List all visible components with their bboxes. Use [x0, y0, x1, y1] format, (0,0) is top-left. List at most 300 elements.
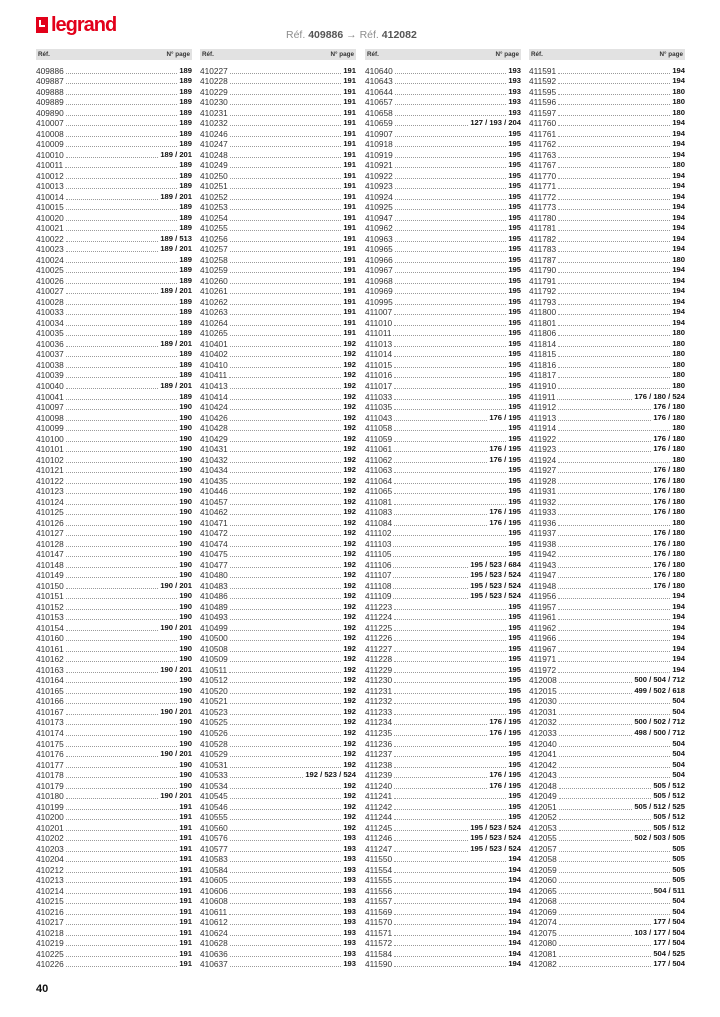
index-row	[36, 591, 192, 602]
ref-number: 410414	[200, 391, 228, 402]
dot-leader	[394, 903, 506, 904]
dot-leader	[230, 304, 342, 305]
ref-number: 412052	[529, 812, 557, 823]
index-row	[365, 633, 521, 644]
ref-number: 410921	[365, 160, 393, 171]
index-row	[36, 412, 192, 423]
index-row	[36, 927, 192, 938]
dot-leader	[230, 651, 342, 652]
page-ref: 189	[179, 170, 192, 180]
ref-number: 410611	[200, 906, 228, 917]
dot-leader	[558, 640, 670, 641]
index-row	[365, 959, 521, 970]
dot-leader	[394, 356, 506, 357]
index-row	[36, 601, 192, 612]
index-row	[36, 160, 192, 171]
dot-leader	[230, 83, 342, 84]
ref-number: 410424	[200, 402, 228, 413]
index-row	[36, 233, 192, 244]
ref-number: 410176	[36, 749, 64, 760]
page-ref: 195 / 523 / 524	[470, 833, 521, 843]
dot-leader	[230, 199, 342, 200]
page-ref: 191	[179, 812, 192, 822]
index-row	[529, 843, 685, 854]
dot-leader	[66, 851, 178, 852]
ref-number: 410474	[200, 538, 228, 549]
page-ref: 192	[343, 359, 356, 369]
page-ref: 191	[343, 296, 356, 306]
index-row	[529, 738, 685, 749]
page-ref: 189 / 513	[160, 233, 192, 243]
ref-number: 409887	[36, 76, 64, 87]
ref-number: 411595	[529, 86, 557, 97]
ref-number: 411236	[365, 738, 393, 749]
index-row	[529, 328, 685, 339]
page-ref: 190	[179, 696, 192, 706]
page-ref: 194	[508, 896, 521, 906]
dot-leader	[230, 882, 342, 883]
index-row	[529, 822, 685, 833]
dot-leader	[558, 283, 670, 284]
index-row	[365, 927, 521, 938]
page-ref: 189	[179, 359, 192, 369]
page-ref: 195	[508, 759, 521, 769]
ref-number: 410212	[36, 864, 64, 875]
ref-number: 411061	[365, 444, 393, 455]
index-row	[36, 265, 192, 276]
index-row	[36, 738, 192, 749]
index-row	[529, 759, 685, 770]
page-ref: 176 / 180	[653, 507, 685, 517]
index-rows	[200, 65, 356, 969]
ref-number: 411817	[529, 370, 557, 381]
dot-leader	[65, 167, 177, 168]
dot-leader	[230, 220, 342, 221]
page-ref: 189	[179, 328, 192, 338]
ref-number: 410153	[36, 612, 64, 623]
index-row	[36, 906, 192, 917]
index-row	[529, 601, 685, 612]
dot-leader	[558, 115, 670, 116]
page-ref: 192	[343, 717, 356, 727]
ref-number: 411240	[365, 780, 393, 791]
index-row	[529, 296, 685, 307]
dot-leader	[66, 230, 178, 231]
index-row	[36, 181, 192, 192]
page-ref: 176 / 180	[653, 486, 685, 496]
ref-number: 411592	[529, 76, 557, 87]
page-ref: 189	[179, 202, 192, 212]
index-row	[365, 938, 521, 949]
dot-leader	[395, 94, 507, 95]
dot-leader	[394, 851, 468, 852]
dot-leader	[230, 399, 342, 400]
dot-leader	[395, 293, 507, 294]
page-ref: 194	[672, 633, 685, 643]
ref-number: 410175	[36, 738, 64, 749]
index-row	[200, 118, 356, 129]
dot-leader	[66, 840, 178, 841]
index-row	[529, 654, 685, 665]
ref-number: 410402	[200, 349, 228, 360]
page-ref: 190	[179, 465, 192, 475]
dot-leader	[559, 861, 671, 862]
page-ref: 194	[672, 643, 685, 653]
page-ref: 191	[179, 864, 192, 874]
page-ref: 195	[508, 370, 521, 380]
page-ref: 504	[672, 749, 685, 759]
dot-leader	[395, 209, 507, 210]
dot-leader	[394, 661, 506, 662]
page-ref: 193	[343, 938, 356, 948]
index-row	[200, 433, 356, 444]
index-row	[365, 444, 521, 455]
index-row	[200, 338, 356, 349]
dot-leader	[66, 567, 178, 568]
ref-number: 410227	[200, 65, 228, 76]
ref-number: 410251	[200, 181, 228, 192]
page-ref: 195	[508, 738, 521, 748]
page-ref: 191	[179, 875, 192, 885]
dot-leader	[66, 262, 178, 263]
page-ref: 194	[672, 118, 685, 128]
dot-leader	[394, 672, 506, 673]
column-header	[365, 49, 521, 60]
ref-number: 411228	[365, 654, 393, 665]
dot-leader	[395, 188, 507, 189]
column-header	[529, 49, 685, 60]
index-row	[365, 359, 521, 370]
dot-leader	[393, 546, 506, 547]
dot-leader	[230, 609, 342, 610]
dot-leader	[559, 872, 671, 873]
index-row	[365, 296, 521, 307]
dot-leader	[558, 577, 651, 578]
ref-number: 411972	[529, 664, 557, 675]
dot-leader	[394, 430, 506, 431]
page-ref: 194	[508, 938, 521, 948]
index-row	[200, 507, 356, 518]
index-row	[36, 528, 192, 539]
index-row	[36, 307, 192, 318]
dot-leader	[394, 388, 506, 389]
index-row	[529, 591, 685, 602]
dot-leader	[558, 157, 670, 158]
page-ref: 189	[179, 265, 192, 275]
page-ref: 505	[672, 854, 685, 864]
page-ref: 194	[672, 286, 685, 296]
dot-leader	[558, 420, 651, 421]
index-row	[36, 338, 192, 349]
dot-leader	[395, 167, 507, 168]
index-row	[365, 885, 521, 896]
index-row	[529, 864, 685, 875]
ref-number: 410265	[200, 328, 228, 339]
dot-leader	[230, 178, 342, 179]
page-ref: 192	[343, 643, 356, 653]
index-row	[200, 359, 356, 370]
dot-leader	[230, 441, 342, 442]
dot-leader	[558, 451, 651, 452]
dot-leader	[394, 367, 506, 368]
index-row	[529, 622, 685, 633]
index-row	[36, 328, 192, 339]
dot-leader	[66, 514, 178, 515]
dot-leader	[558, 514, 651, 515]
index-row	[200, 170, 356, 181]
ref-number: 409890	[36, 107, 64, 118]
index-row	[200, 538, 356, 549]
dot-leader	[230, 840, 342, 841]
dot-leader	[66, 535, 178, 536]
dot-leader	[230, 872, 342, 873]
index-row	[365, 759, 521, 770]
index-row	[365, 191, 521, 202]
ref-number: 410612	[200, 917, 228, 928]
page-ref: 192	[343, 812, 356, 822]
ref-number: 412040	[529, 738, 557, 749]
index-row	[529, 496, 685, 507]
dot-leader	[66, 73, 178, 74]
index-row	[529, 433, 685, 444]
dot-leader	[558, 567, 651, 568]
dot-leader	[559, 746, 671, 747]
dot-leader	[394, 914, 506, 915]
page-ref: 180	[672, 380, 685, 390]
dot-leader	[395, 241, 507, 242]
index-row	[36, 843, 192, 854]
dot-leader	[393, 567, 468, 568]
ref-number: 410229	[200, 86, 228, 97]
dot-leader	[230, 136, 342, 137]
page-ref: 194	[672, 149, 685, 159]
ref-number: 410523	[200, 706, 228, 717]
index-row	[200, 244, 356, 255]
ref-number: 410038	[36, 359, 64, 370]
dot-leader	[395, 157, 507, 158]
ref-number: 411947	[529, 570, 557, 581]
dot-leader	[66, 746, 178, 747]
ref-number: 412055	[529, 833, 557, 844]
ref-number: 410213	[36, 875, 64, 886]
ref-number: 410534	[200, 780, 228, 791]
page-ref: 191	[343, 328, 356, 338]
page-ref: 190	[179, 507, 192, 517]
index-row	[529, 685, 685, 696]
index-row	[365, 307, 521, 318]
dot-leader	[66, 756, 159, 757]
index-row	[200, 402, 356, 413]
index-row	[529, 118, 685, 129]
dot-leader	[559, 777, 671, 778]
page-ref: 191	[179, 927, 192, 937]
dot-leader	[230, 314, 342, 315]
index-row	[200, 107, 356, 118]
ref-number: 411761	[529, 128, 557, 139]
index-row	[365, 223, 521, 234]
page-ref: 190	[179, 780, 192, 790]
ref-number: 411554	[365, 864, 393, 875]
index-row	[36, 633, 192, 644]
index-row	[36, 654, 192, 665]
index-row	[529, 749, 685, 760]
index-row	[36, 433, 192, 444]
dot-leader	[66, 251, 159, 252]
page-ref: 191	[343, 86, 356, 96]
page-ref: 195	[508, 812, 521, 822]
page-ref: 190	[179, 612, 192, 622]
dot-leader	[394, 935, 506, 936]
ref-number: 410658	[365, 107, 393, 118]
ref-number: 411229	[365, 664, 393, 675]
page-ref: 189	[179, 370, 192, 380]
page-ref: 191	[343, 97, 356, 107]
page-ref: 189	[179, 391, 192, 401]
index-row	[529, 612, 685, 623]
page-ref: 191	[179, 822, 192, 832]
index-row	[36, 149, 192, 160]
dot-leader	[230, 367, 342, 368]
index-row	[36, 864, 192, 875]
page-ref: 504	[672, 706, 685, 716]
page-ref: 195	[508, 139, 521, 149]
index-row	[36, 885, 192, 896]
ref-number: 411923	[529, 444, 557, 455]
page-ref: 504	[672, 696, 685, 706]
page-ref: 194	[672, 191, 685, 201]
dot-leader	[66, 157, 159, 158]
dot-leader	[66, 672, 159, 673]
dot-leader	[395, 73, 507, 74]
page-ref: 190	[179, 444, 192, 454]
page-ref: 177 / 504	[653, 938, 685, 948]
ref-number: 411235	[365, 728, 393, 738]
index-row	[36, 959, 192, 970]
ref-number: 411033	[365, 391, 393, 402]
dot-leader	[230, 346, 342, 347]
dot-leader	[230, 157, 342, 158]
ref-number: 410489	[200, 601, 228, 612]
ref-number: 410214	[36, 885, 64, 896]
dot-leader	[394, 724, 487, 725]
page-ref: 195	[508, 181, 521, 191]
page-ref: 505 / 512	[653, 780, 685, 790]
index-row	[365, 738, 521, 749]
index-row	[36, 896, 192, 907]
page-ref: 194	[672, 202, 685, 212]
page-ref: 193	[508, 107, 521, 117]
dot-leader	[66, 630, 159, 631]
dot-leader	[66, 861, 178, 862]
dot-leader	[558, 409, 651, 410]
ref-number: 411792	[529, 286, 557, 297]
ref-number: 410475	[200, 549, 228, 560]
ref-number: 410226	[36, 959, 64, 970]
dot-leader	[558, 293, 670, 294]
ref-number: 411596	[529, 97, 557, 108]
ref-number: 410148	[36, 559, 64, 570]
page-ref: 191	[343, 212, 356, 222]
page-ref: 192	[343, 749, 356, 759]
index-row	[365, 833, 521, 844]
index-row	[529, 664, 685, 675]
dot-leader	[230, 567, 342, 568]
ref-number: 410969	[365, 286, 393, 297]
index-row	[36, 380, 192, 391]
ref-number: 411584	[365, 948, 393, 959]
page-ref: 180	[672, 338, 685, 348]
ref-number: 412031	[529, 706, 557, 717]
dot-leader	[394, 945, 506, 946]
ref-number: 410577	[200, 843, 228, 854]
index-row	[529, 580, 685, 591]
ref-number: 410919	[365, 149, 393, 160]
page-ref: 195	[508, 307, 521, 317]
index-row	[365, 591, 521, 602]
page-ref: 190	[179, 528, 192, 538]
index-row	[36, 202, 192, 213]
page-ref: 176 / 195	[489, 780, 521, 790]
page-ref: 194	[508, 906, 521, 916]
ref-number: 410259	[200, 265, 228, 276]
dot-leader	[230, 935, 342, 936]
ref-number: 410021	[36, 223, 64, 234]
dot-leader	[230, 556, 342, 557]
page-ref: 195	[508, 801, 521, 811]
ref-number: 410260	[200, 275, 228, 286]
ref-number: 410261	[200, 286, 228, 297]
dot-leader	[558, 598, 670, 599]
dot-leader	[559, 924, 652, 925]
page-ref: 191	[179, 843, 192, 853]
page-ref: 190 / 201	[160, 706, 192, 716]
index-row	[200, 875, 356, 886]
ref-number: 410624	[200, 927, 228, 938]
dot-leader	[558, 609, 670, 610]
dot-leader	[558, 125, 670, 126]
dot-leader	[66, 388, 159, 389]
dot-leader	[558, 136, 670, 137]
ref-number: 410201	[36, 822, 64, 833]
page-ref: 195	[508, 233, 521, 243]
page-ref: 192	[343, 580, 356, 590]
index-row	[529, 76, 685, 87]
dot-leader	[229, 672, 341, 673]
page-ref: 177 / 504	[653, 959, 685, 969]
ref-number: 409886	[36, 65, 64, 76]
ref-number: 410217	[36, 917, 64, 928]
dot-leader	[230, 640, 342, 641]
ref-number: 411767	[529, 160, 557, 171]
ref-number: 411967	[529, 643, 557, 654]
dot-leader	[558, 188, 670, 189]
page-ref: 176 / 195	[489, 770, 521, 780]
index-row	[365, 275, 521, 286]
page-ref: 192	[343, 559, 356, 569]
page-ref: 195	[508, 317, 521, 327]
index-row	[529, 549, 685, 560]
index-row	[529, 254, 685, 265]
dot-leader	[393, 588, 468, 589]
dot-leader	[230, 325, 342, 326]
page-ref: 192	[343, 622, 356, 632]
index-row	[36, 875, 192, 886]
dot-leader	[230, 588, 342, 589]
ref-number: 410035	[36, 328, 64, 339]
index-row	[200, 727, 356, 738]
dot-leader	[230, 546, 342, 547]
page-ref: 195	[508, 191, 521, 201]
